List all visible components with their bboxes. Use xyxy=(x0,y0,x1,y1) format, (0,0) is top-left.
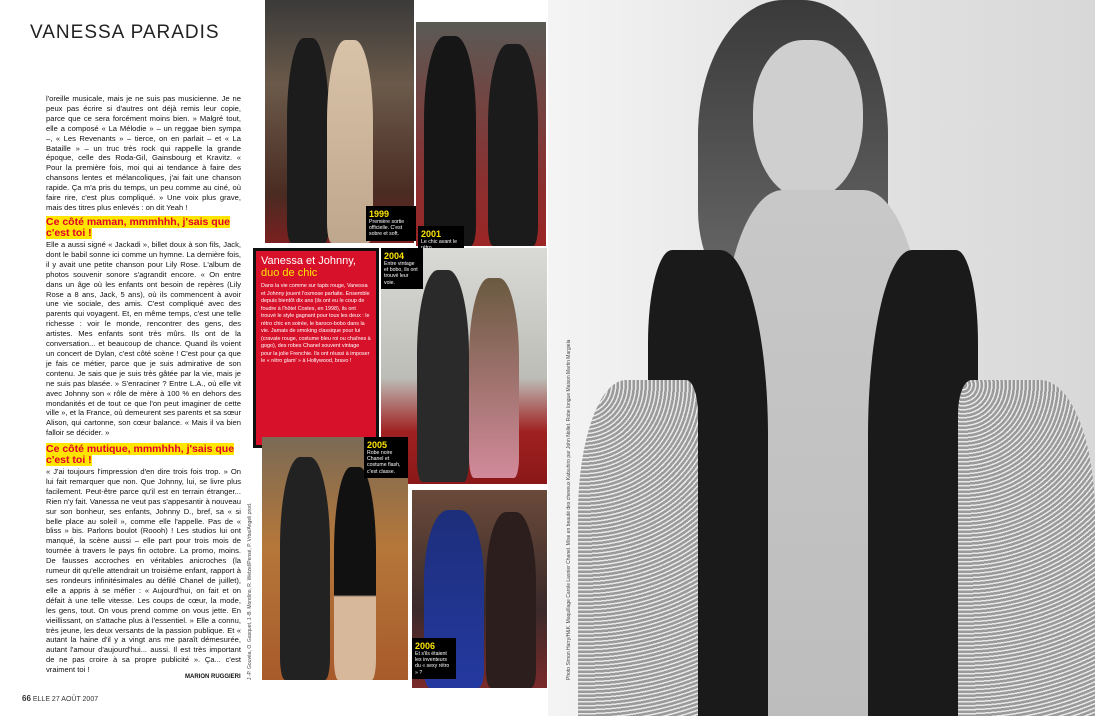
caption-2006 xyxy=(412,638,456,679)
credit-text: Photo Simon Harry/H&K. Maquillage Carole Lasnier Chanel. Mise en beauté des cheveux Katsuhiro par John Nollet. Robe longue Maison Martin Margiela xyxy=(566,339,572,680)
person-figure xyxy=(488,44,538,246)
caption-year: 2001 xyxy=(421,229,442,239)
sidebar-text: Dans la vie comme sur tapis rouge, Vanessa et Johnny jouent l'osmose parfaite. Ensemble depuis bientôt dix ans (ils ont eu le coup de foudre à l'hôtel Costes, en 1998), ils ont trouvé le style gagnant pour tous les deux : le rétro chic en soirée, le baroco-bobo dans la vie. Jamais de smoking classique pour lui (cravate rouge, costume bleu roi ou chaînes à gogo), des robes Chanel souvent vintage pour la jolie Frenchie. Ils ont réussi à imposer le « rétro glam' » à Hollywood, bravo ! xyxy=(261,283,371,364)
page-folio xyxy=(22,694,98,703)
portrait-photo xyxy=(548,0,1095,716)
portrait-shawl xyxy=(578,380,698,716)
caption-2004 xyxy=(381,248,423,289)
photo-2001 xyxy=(416,22,546,246)
person-figure xyxy=(486,512,536,688)
caption-2005 xyxy=(364,437,408,478)
caption-year: 1999 xyxy=(369,209,390,219)
person-figure xyxy=(287,38,329,243)
subheading-2 xyxy=(46,444,246,466)
caption-text: Robe noire Chanel et costume flash, c'est classe. xyxy=(367,450,401,475)
page-number: 66 xyxy=(22,694,31,703)
portrait-face xyxy=(753,40,863,200)
folio-text: ELLE 27 AOÛT 2007 xyxy=(32,696,99,703)
portrait-shawl xyxy=(958,380,1095,716)
caption-text: Le chic avant le xyxy=(421,239,458,245)
person-figure xyxy=(469,278,519,478)
right-page xyxy=(548,0,1095,716)
sidebar-box xyxy=(253,248,379,448)
sidebar-heading-accent: duo de chic xyxy=(261,266,318,279)
photo-1999 xyxy=(265,0,414,243)
paragraph-text: « J'ai toujours l'impression d'en dire trois fois trop. » On lui fait remarquer que non. Que Johnny, lui, se livre plus facilement. Peut-être parce qu'il est en terrain étranger... Rien n'y fait. Vanessa ne veut pas s'appesantir à nouveau sur son bonheur, ses enfants, Johnny D., bref, sa « si belle place au soleil », comme elle l'appelle. Pas de « bliss » bis. Parlons boulot (Roooh) ! Les studios lui ont manqué, la scène aussi – elle part pour trois mois de tournée à travers le pays fin octobre. La promo, moins. De fausses accroches en véritables anicroches (la rumeur dit qu'elle attendrait un troisième enfant, rapport à ses rondeurs infinitésimales au défilé Chanel de juillet), elle a appris à se méfier : « Aujourd'hui, on fait et on défait à une telle vitesse. Les coups de cœur, la mode, les gens, tout. On vous prend comme on vous jette. En vieillissant, on s'attache plus à l'essentiel. » Elle a connu, très jeune, les deux versants de la passion publique. Et « autant la haine d'il y a vingt ans me paraît démesurée, autant l'amour d'aujourd'hui... aussi. Il est très important de ne pas croire à sa propre publicité ». Ça... c'est vraiment toi ! xyxy=(46,467,241,675)
credit-text: J.-P. Gouvèa, O. Gasquet, J.-B. Mondino, R. Wetzel/Pensé, P. Vrba/Angeli.prod. xyxy=(247,502,253,680)
paragraph-text: Elle a aussi signé « Jackadi », billet doux à son fils, Jack, dont le babil sonne ici comme un hymne. La dernière fois, il y avait une petite chanson pour Lily Rose. L'album de photos souvenir sonore s'agrandit encore. « On entre dans un âge où les enfants ont besoin de repères (Lily Rose a 8 ans, Jack, 5 ans), où ils commencent à avoir une vie sociale, des amis. C'est compliqué avec des parents qui voyagent. Et, en même temps, c'est une telle richesse : voir le monde, rencontrer des gens, des artistes. Mes enfants sont très mûrs. Ils ont de la conversation... et beaucoup de chance. Quand ils voient un concert de Dylan, c'est côté scène ! C'est pour ça que je fais ce métier, parce que je suis admirative de son contenu. Je sais que je suis très gâtée par la vie, mais je ne suis pas blasée. » S'enraciner ? Entre L.A., où elle vit avec Johnny son « rôle de mère à 100 % en dehors des mondanités et de tout ce que l'on peut imaginer de cette ville », et la France, où demeurent ses parents et sa sœur Alison, qui cartonne, son cœur balance. « Mais il va bien falloir se décider. » xyxy=(46,240,241,438)
person-figure xyxy=(424,36,476,246)
article-paragraph-1 xyxy=(46,94,241,212)
caption-1999 xyxy=(366,206,416,241)
person-figure xyxy=(280,457,330,680)
person-figure xyxy=(334,467,376,680)
subheading-1 xyxy=(46,217,246,239)
caption-year: 2005 xyxy=(367,440,388,450)
subheading-text: Ce côté mutique, mmmhhh, j'sais que c'est toi ! xyxy=(46,443,235,466)
subheading-text: Ce côté maman, mmmhhh, j'sais que c'est toi ! xyxy=(46,216,230,239)
caption-text: Première sortie officielle. C'est sobre et soft. xyxy=(369,219,405,238)
caption-text: Entre vintage et bobo, ils ont trouvé leur voie. xyxy=(384,261,418,286)
article-paragraph-2 xyxy=(46,240,241,440)
page-title: VANESSA PARADIS xyxy=(30,22,220,43)
caption-year: 2004 xyxy=(384,251,405,261)
author-signature: MARION RUGGIERI xyxy=(185,674,241,680)
article-paragraph-3 xyxy=(46,467,241,674)
photo-2005 xyxy=(262,437,408,680)
caption-year: 2006 xyxy=(415,641,436,651)
paragraph-text: l'oreille musicale, mais je ne suis pas musicienne. Je ne peux pas écrire si d'autres ont déjà remis leur copie, parce que ce sera forcément moins bien. » Malgré tout, elle a composé « La Mélodie » – un reggae bien sympa –, « Les Revenants » – tierce, on en parlait – et « La Bataille » – un truc très rock qui rappelle la grande époque, celle des Roda-Gil, Gainsbourg et Kravitz. « Pour la première fois, moi qui ai tendance à faire des chansons lentes et mélancoliques, j'ai fait une chanson rapide. Ça m'a pris du temps, un peu comme au ciné, où faire rire, c'est plus compliqué. » Une voix plus grave, mais des titres plus enlevés : on dit Yeah ! xyxy=(46,94,241,212)
sidebar-heading: Vanessa et Johnny, xyxy=(261,255,356,267)
person-figure xyxy=(417,270,469,482)
photo-2006 xyxy=(412,490,547,688)
caption-text: Et s'ils étaient les inventeurs du « sexy rétro » ? xyxy=(415,651,450,676)
